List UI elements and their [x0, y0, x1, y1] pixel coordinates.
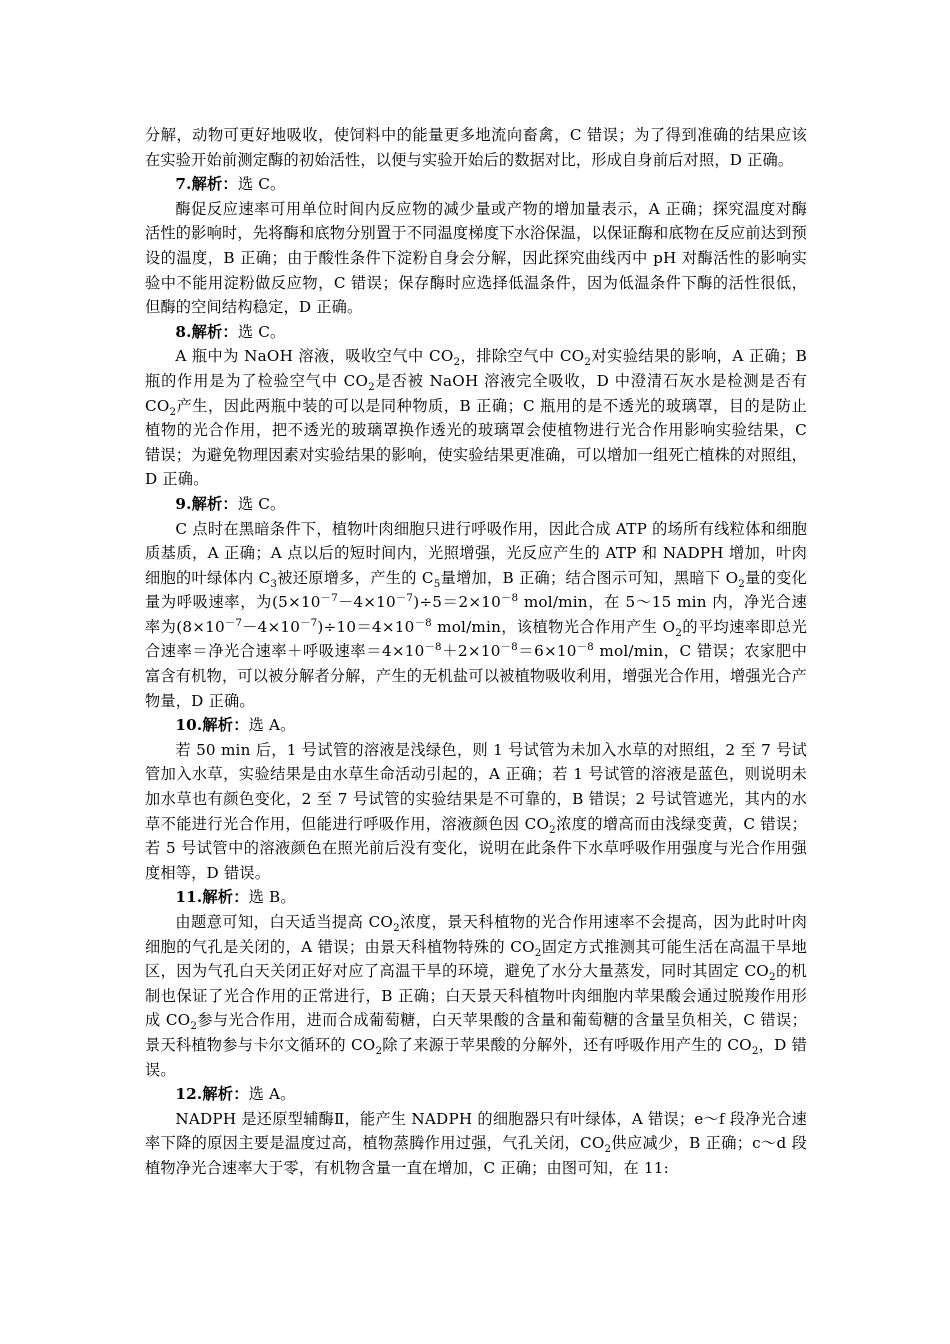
q11-answer: 选 B。: [248, 888, 296, 907]
q11-sub: 2: [393, 922, 400, 935]
q7-heading: [145, 172, 807, 197]
q9-paragraph: [145, 517, 807, 714]
q7-label: 7.解析：: [175, 175, 238, 194]
q10-paragraph: [145, 738, 807, 886]
q9-text-5: －4×10: [337, 593, 396, 612]
q10-label: 10.解析：: [175, 716, 249, 735]
q9-sup: －7: [395, 592, 414, 605]
q9-text-10: mol/min，该植物光合作用产生 O: [431, 617, 676, 636]
q12-text-1: NADPH 是还原型辅酶Ⅱ，能产生 NADPH 的细胞器只有叶绿体，A 错误；e～f 段净光合速率下降的原因主要是温度过高，植物蒸腾作用过强，气孔关闭，CO: [145, 1109, 807, 1153]
q9-sup: －8: [414, 616, 432, 629]
q10-sub: 2: [549, 823, 556, 836]
q11-text-7: ，D 错误。: [145, 1035, 807, 1079]
q8-label: 8.解析：: [175, 322, 238, 341]
q11-sub: 2: [751, 1045, 759, 1057]
q11-sub: 2: [534, 946, 542, 959]
document-page: [145, 123, 807, 1181]
q10-heading: [145, 713, 807, 738]
q11-heading: [145, 885, 807, 910]
q9-sub: 3: [270, 577, 278, 590]
q9-text-9: )÷10＝4×10: [317, 617, 415, 636]
q9-text-13: ＝6×10: [517, 642, 577, 661]
q8-heading: [145, 320, 807, 345]
q9-sub: 2: [738, 577, 746, 590]
q8-answer: 选 C。: [237, 322, 286, 341]
q11-label: 11.解析：: [175, 888, 249, 907]
q9-text-1: C 点时在黑暗条件下，植物叶肉细胞只进行呼吸作用，因此合成 ATP 的场所有线粒体和细胞质基质，A 正确；A 点以后的短时间内，光照增强，光反应产生的 ATP 和 NADPH 增加，叶肉细胞的叶绿体内 C: [145, 519, 807, 587]
q7-text: 酶促反应速率可用单位时间内反应物的减少量或产物的增加量表示，A 正确；探究温度对酶活性的影响时，先将酶和底物分别置于不同温度梯度下水浴保温，以保证酶和底物在反应前达到预设的温度，B 正确；由于酸性条件下淀粉自身会分解，因此探究曲线丙中 pH 对酶活性的影响实验中不能用淀粉做反应物，C 错误；保存酶时应选择低温条件，因为低温条件下酶的活性很低，但酶的空间结构稳定，D 正确。: [145, 199, 807, 317]
q12-paragraph: [145, 1107, 807, 1181]
q11-text-3: 固定方式推测其可能生活在高温干旱地区，因为气孔白天关闭正好对应了高温干旱的环境，避免了水分大量蒸发，同时其固定 CO: [145, 937, 807, 981]
q10-text-2: 浓度的增高而由浅绿变黄，C 错误；若 5 号试管中的溶液颜色在照光前后没有变化，说明在此条件下水草呼吸作用强度与光合作用强度相等，D 错误。: [145, 814, 807, 882]
q9-sup: －7: [224, 616, 243, 629]
q9-sub: 2: [675, 626, 683, 639]
q11-text-4: 的机制也保证了光合作用的正常进行，B 正确；白天景天科植物叶肉细胞内苹果酸会通过脱羧作用形成 CO: [145, 962, 807, 1030]
q9-label: 9.解析：: [175, 494, 238, 513]
q9-text-14: mol/min，C 错误；农家肥中富含有机物，可以被分解者分解，产生的无机盐可以被植物吸收利用，增强光合作用，增强光合产物量，D 正确。: [145, 642, 808, 710]
q8-sub: 2: [584, 356, 592, 369]
q9-sup: －7: [320, 592, 338, 605]
q9-text-4: 量的变化量为呼吸速率，为(5×10: [145, 568, 807, 612]
q9-answer: 选 C。: [237, 494, 286, 513]
q12-label: 12.解析：: [175, 1085, 249, 1104]
q10-text-1: 若 50 min 后，1 号试管的溶液是浅绿色，则 1 号试管为未加入水草的对照组，2 至 7 号试管加入水草，实验结果是由水草生命活动引起的，A 正确；若 1 号试管的溶液是蓝色，则说明未加水草也有颜色变化，2 至 7 号试管的实验结果是不可靠的，B 错误；2 号试管遮光，其内的水草不能进行光合作用，但能进行呼吸作用，溶液颜色因 CO: [145, 740, 807, 833]
q9-sup: －8: [501, 592, 519, 605]
q9-text-3: 量增加，B 正确；结合图示可知，黑暗下 O: [440, 568, 739, 587]
q8-text-4: 是否被 NaOH 溶液完全吸收，D 中澄清石灰水是检测是否有 CO: [145, 371, 807, 415]
intro-paragraph: [145, 123, 807, 172]
q11-sub: 2: [768, 971, 776, 984]
q9-sup: －7: [300, 616, 318, 629]
q9-text-7: mol/min，在 5～15 min 内，净光合速率为(8×10: [145, 593, 807, 636]
q12-sub: 2: [604, 1143, 612, 1156]
q7-answer: 选 C。: [237, 175, 286, 194]
q11-text-5: 参与光合作用，进而合成葡萄糖，白天苹果酸的含量和葡萄糖的含量呈负相关，C 错误；景天科植物参与卡尔文循环的 CO: [145, 1011, 808, 1054]
q7-paragraph: [145, 197, 807, 320]
q8-text-5: 产生，因此两瓶中装的可以是同种物质，B 正确；C 瓶用的是不透光的玻璃罩，目的是防止植物的光合作用，把不透光的玻璃罩换作透光的玻璃罩会使植物进行光合作用影响实验结果，C 错误；为避免物理因素对实验结果的影响，使实验结果更准确，可以增加一组死亡植株的对照组，D 正确。: [145, 396, 807, 489]
q8-sub: 2: [368, 380, 375, 393]
q10-answer: 选 A。: [248, 716, 296, 735]
q12-heading: [145, 1082, 807, 1107]
q8-sub: 2: [169, 405, 177, 418]
q9-sup: －8: [500, 641, 518, 654]
q9-text-2: 被还原增多，产生的 C: [277, 568, 434, 587]
q9-text-11: 的平均速率即总光合速率＝净光合速率＋呼吸速率＝4×10: [145, 617, 808, 661]
q8-text-2: ，排除空气中 CO: [460, 347, 585, 366]
q11-text-1: 由题意可知，白天适当提高 CO: [175, 913, 394, 931]
q9-heading: [145, 492, 807, 517]
q11-text-2: 浓度，景天科植物的光合作用速率不会提高，因为此时叶肉细胞的气孔是关闭的，A 错误；由景天科植物特殊的 CO: [145, 913, 807, 956]
q11-sub: 2: [190, 1020, 198, 1033]
intro-text: 分解，动物可更好地吸收，使饲料中的能量更多地流向畜禽，C 错误；为了得到准确的结果应该在实验开始前测定酶的初始活性，以便与实验开始后的数据对比，形成自身前后对照，D 正确。: [145, 126, 807, 169]
q11-paragraph: [145, 910, 807, 1082]
q9-text-6: )÷5＝2×10: [413, 593, 501, 612]
q11-text-6: 除了来源于苹果酸的分解外，还有呼吸作用产生的 CO: [382, 1035, 752, 1054]
q9-sup: －8: [576, 641, 594, 654]
q11-sub: 2: [375, 1045, 383, 1057]
q8-sub: 2: [453, 356, 461, 369]
q8-paragraph: [145, 344, 807, 492]
q9-sub: 5: [433, 577, 441, 590]
q9-text-8: －4×10: [242, 617, 301, 636]
q8-text-1: A 瓶中为 NaOH 溶液，吸收空气中 CO: [175, 347, 454, 366]
q9-text-12: ＋2×10: [441, 642, 501, 661]
q12-text-2: 供应减少，B 正确；c～d 段植物净光合速率大于零，有机物含量一直在增加，C 正确；由图可知，在 11:: [145, 1134, 807, 1177]
q8-text-3: 对实验结果的影响，A 正确；B 瓶的作用是为了检验空气中 CO: [145, 347, 807, 390]
q12-answer: 选 A。: [248, 1085, 296, 1104]
q9-sup: －8: [424, 641, 442, 654]
